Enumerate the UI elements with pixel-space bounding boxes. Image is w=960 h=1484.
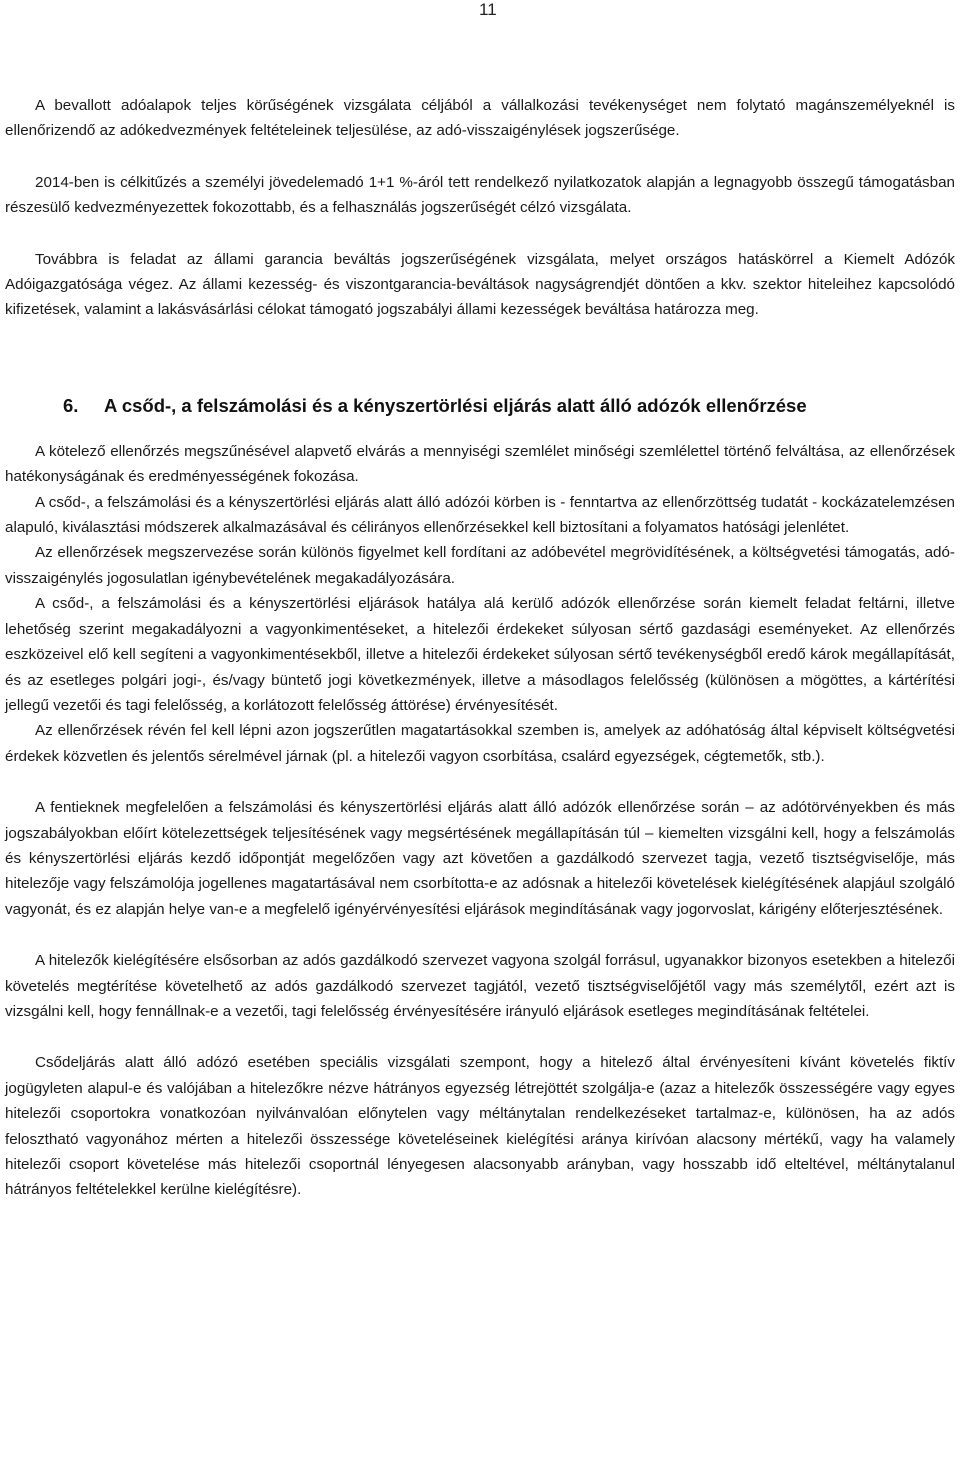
- paragraph-liquidation-audit: A fentieknek megfelelően a felszámolási és kényszertörlési eljárás alatt álló adózók ellenőrzése során – az adótörvényekben és más jogszabályokban előírt kötelezettségek teljesítésének vagy megsértésének megállapításán túl – kiemelten vizsgálni kell, hogy a felszámolás és kényszertörlési eljárás kezdő időpontját megelőzően vagy azt követően a gazdálkodó szervezet tagja, vezető tisztségviselője, más hitelezője vagy felszámolója jogellenes magatartásával nem csorbította-e az adósnak a hitelezői követelések kielégítésének alapjául szolgáló vagyonát, és ez alapján helye van-e a megfelelő igényérvényesítési eljárások megindításának vagy jogorvoslat, kárigény előterjesztésének.: [5, 799, 955, 918]
- paragraph-personal-income-tax-1-1: 2014-ben is célkitűzés a személyi jövedelemadó 1+1 %-áról tett rendelkező nyilatkozatok alapján a legnagyobb összegű támogatásban részesülő kedvezményezettek fokozottabb, és a felhasználás jogszerűségét célzó vizsgálata.: [5, 173, 955, 217]
- paragraph-mandatory-audit: A kötelező ellenőrzés megszűnésével alapvető elvárás a mennyiségi szemlélet minőségi szemlélettel történő felváltása, az ellenőrzések hatékonyságának és eredményességének fokozása.: [5, 442, 955, 486]
- page-number: 11: [479, 0, 497, 19]
- paragraph-state-guarantee: Továbbra is feladat az állami garancia beváltás jogszerűségének vizsgálata, melyet országos hatáskörrel a Kiemelt Adózók Adóigazgatósága végez. Az állami kezesség- és viszontgarancia-beváltások nagyságrendjét döntően a kkv. szektor hiteleihez kapcsolódó kifizetések, valamint a lakásvásárlási célokat támogató jogszabályi állami kezességek beváltása határozza meg.: [5, 250, 955, 319]
- paragraph-creditor-satisfaction: A hitelezők kielégítésére elsősorban az adós gazdálkodó szervezet vagyona szolgál forrásul, ugyanakkor bizonyos esetekben a hitelezői követelés megtérítése követelhető az adós gazdálkodó szervezet tagjától, vezető tisztségviselőjétől vagy más személytől, ezért azt is vizsgálni kell, hogy fennállnak-e a vezetői, tagi felelősség érvényesítésére irányuló eljárások esetleges megindításának feltételei.: [5, 952, 955, 1020]
- section-heading: [5, 391, 955, 421]
- section-title: A csőd-, a felszámolási és a kényszertörlési eljárás alatt álló adózók ellenőrzése: [104, 394, 807, 416]
- paragraph-bankruptcy-special: Csődeljárás alatt álló adózó esetében speciális vizsgálati szempont, hogy a hitelező által érvényesíteni kívánt követelés fiktív jogügyleten alapul-e és valójában a hitelezőkre nézve hátrányos egyezség létrejöttét szolgálja-e (azaz a hitelezők összességére vagy egyes hitelezői csoportokra vonatkozóan nyilvánvalóan előnytelen vagy méltánytalan rendelkezéseket tartalmaz-e, különösen, ha az adós felosztható vagyonához mérten a hitelezői összessége követeléseinek kielégítési aránya kirívóan alacsony mértékű, vagy ha valamely hitelezői csoport követelése más hitelezői csoportnál lényegesen alacsonyabb arányban, vagy hosszabb idő elteltével, méltánytalanul hátrányos feltételekkel kerülne kielégítésre).: [5, 1054, 955, 1199]
- paragraph-tax-base-completeness: A bevallott adóalapok teljes körűségének vizsgálata céljából a vállalkozási tevékenységet nem folytató magánszemélyeknél is ellenőrizendő az adókedvezmények feltételeinek teljesülése, az adó-visszaigénylések jogszerűsége.: [5, 97, 955, 140]
- section-number: 6.: [63, 394, 79, 416]
- paragraph-asset-protection: A csőd-, a felszámolási és a kényszertörlési eljárások hatálya alá kerülő adózók ellenőrzése során kiemelt feladat feltárni, illetve lehetőség szerint megakadályozni a vagyonkimentéseket, a hitelezői érdekeket súlyosan sértő gazdasági eseményeket. Az ellenőrzés eszközeivel elő kell segíteni a vagyonkimentésekből, illetve a hitelezői érdekeket súlyosan sértő tevékenységből eredő károk megállapítását, és az esetleges polgári jogi-, és/vagy büntető jogi következmények, illetve a másodlagos felelősség (különösen a mögöttes, a kártérítési jellegű vezetői és tagi felelősség, a korlátozott felelősség áttörése) érvényesítését.: [5, 595, 955, 714]
- paragraph-special-attention: Az ellenőrzések megszervezése során különös figyelmet kell fordítani az adóbevétel megrövidítésének, a költségvetési támogatás, adó-visszaigénylés jogosulatlan igénybevételének megakadályozására.: [5, 544, 955, 587]
- paragraph-risk-analysis: A csőd-, a felszámolási és a kényszertörlési eljárás alatt álló adózói körben is - fenntartva az ellenőrzöttség tudatát - kockázatelemzésen alapuló, kiválasztási módszerek alkalmazásával és célirányos ellenőrzésekkel kell biztosítani a folyamatos hatósági jelenlétet.: [5, 493, 955, 537]
- paragraph-unlawful-conduct: Az ellenőrzések révén fel kell lépni azon jogszerűtlen magatartásokkal szemben is, amelyek az adóhatóság által képviselt költségvetési érdekek közvetlen és jelentős sérelmével járnak (pl. a hitelezői vagyon csorbítása, csalárd egyezségek, cégtemetők, stb.).: [5, 722, 955, 765]
- document-body: [5, 93, 955, 1203]
